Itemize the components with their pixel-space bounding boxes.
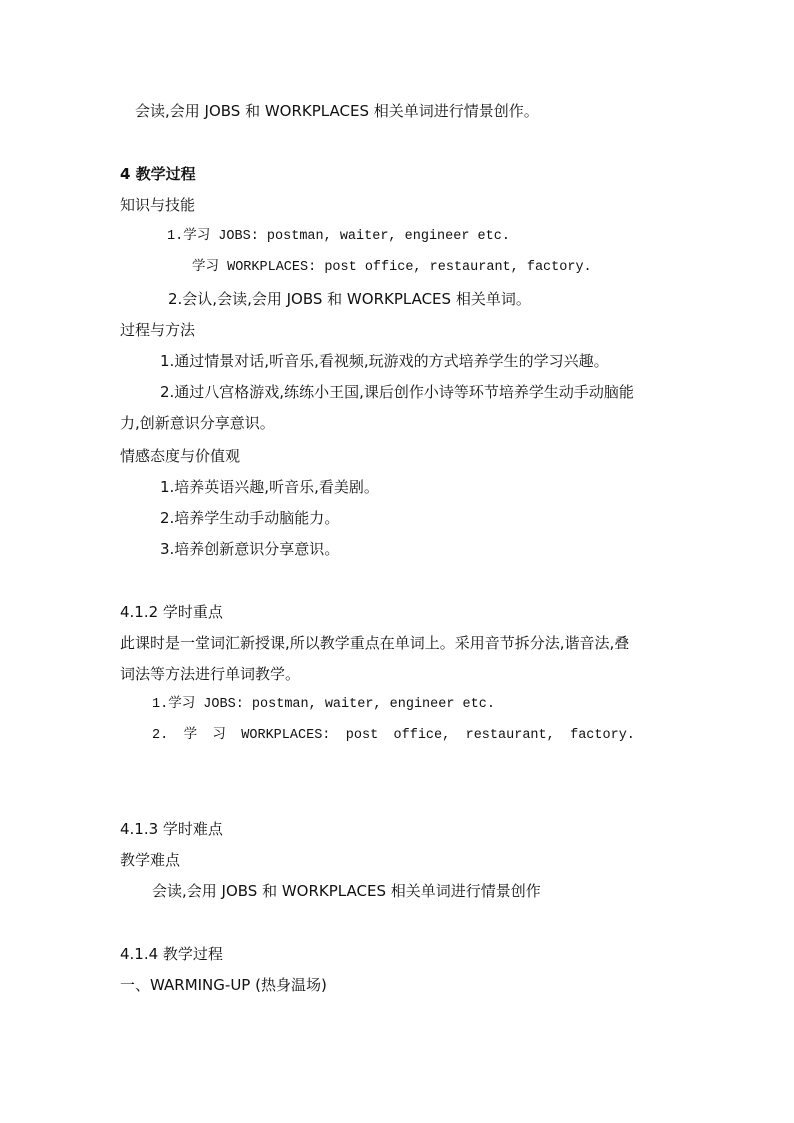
keypoints-item-2-part: post bbox=[345, 728, 379, 743]
keypoints-item-2-part: 学 bbox=[183, 728, 198, 743]
difficulties-heading: 4.1.3 学时难点 bbox=[120, 820, 223, 838]
keypoints-item-2-part: 习 bbox=[212, 728, 226, 743]
teaching-step-1: 一、WARMING-UP (热身温场) bbox=[120, 976, 327, 994]
knowledge-item-1: 1.学习 JOBS: postman, waiter, engineer etc. bbox=[167, 229, 510, 244]
difficulties-text: 会读,会用 JOBS 和 WORKPLACES 相关单词进行情景创作 bbox=[152, 882, 541, 900]
emotion-item-3: 3.培养创新意识分享意识。 bbox=[160, 540, 340, 558]
keypoints-item-2 bbox=[152, 726, 635, 746]
keypoints-item-2-part: 2. bbox=[152, 728, 169, 743]
keypoints-paragraph-line-2: 词法等方法进行单词教学。 bbox=[120, 665, 301, 683]
knowledge-item-1b: 学习 WORKPLACES: post office, restaurant, factory. bbox=[192, 260, 592, 275]
emotion-item-2: 2.培养学生动手动脑能力。 bbox=[160, 509, 340, 527]
keypoints-item-2-part: WORKPLACES: bbox=[241, 728, 331, 743]
knowledge-heading: 知识与技能 bbox=[120, 196, 196, 214]
emotion-item-1: 1.培养英语兴趣,听音乐,看美剧。 bbox=[160, 478, 379, 496]
intro-line: 会读,会用 JOBS 和 WORKPLACES 相关单词进行情景创作。 bbox=[135, 102, 539, 120]
knowledge-item-2: 2.会认,会读,会用 JOBS 和 WORKPLACES 相关单词。 bbox=[168, 290, 531, 308]
teaching-heading: 4.1.4 教学过程 bbox=[120, 945, 223, 963]
process-item-1: 1.通过情景对话,听音乐,看视频,玩游戏的方式培养学生的学习兴趣。 bbox=[160, 352, 609, 370]
keypoints-item-2-part: office, bbox=[393, 728, 451, 743]
process-heading: 过程与方法 bbox=[120, 321, 196, 339]
keypoints-item-2-part: restaurant, bbox=[465, 728, 555, 743]
keypoints-paragraph-line-1: 此课时是一堂词汇新授课,所以教学重点在单词上。采用音节拆分法,谐音法,叠 bbox=[120, 634, 630, 652]
keypoints-item-1: 1.学习 JOBS: postman, waiter, engineer etc. bbox=[152, 697, 495, 712]
process-item-2-line-1: 2.通过八宫格游戏,练练小王国,课后创作小诗等环节培养学生动手动脑能 bbox=[160, 383, 634, 401]
section-heading: 4 教学过程 bbox=[120, 165, 196, 183]
emotion-heading: 情感态度与价值观 bbox=[120, 447, 241, 465]
keypoints-heading: 4.1.2 学时重点 bbox=[120, 603, 223, 621]
difficulties-subheading: 教学难点 bbox=[120, 851, 181, 869]
process-item-2-line-2: 力,创新意识分享意识。 bbox=[120, 414, 275, 432]
keypoints-item-2-part: factory. bbox=[570, 728, 635, 743]
